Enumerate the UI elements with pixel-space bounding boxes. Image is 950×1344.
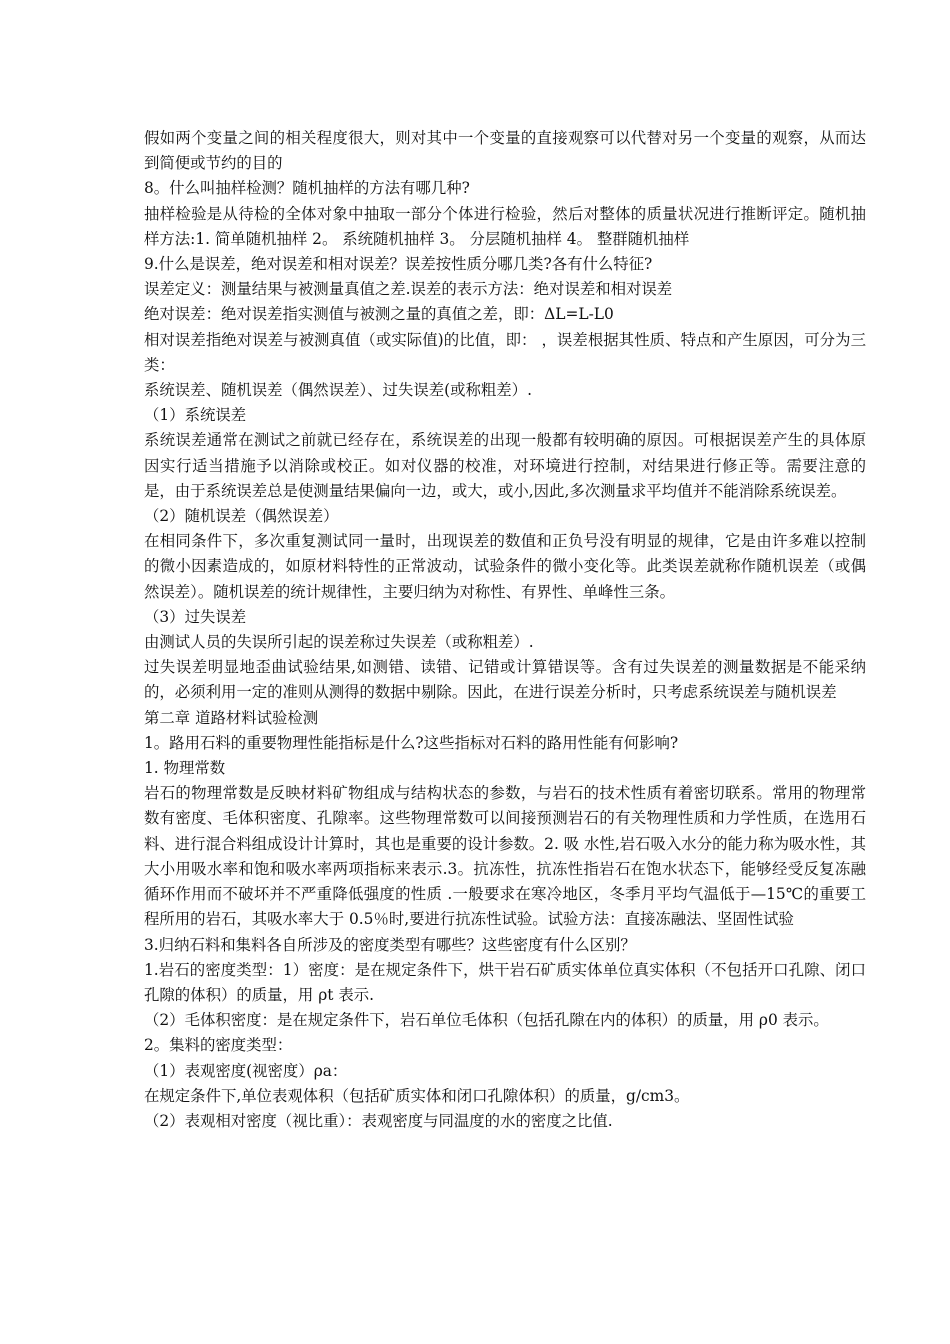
subheading-systematic-error: （1）系统误差 (144, 406, 247, 425)
paragraph-relative-error: 相对误差指绝对误差与被测真值（或实际值)的比值，即： ，误差根据其性质、特点和产生原因，可分为三类： (144, 330, 866, 374)
paragraph-sampling: 抽样检验是从待检的全体对象中抽取一部分个体进行检验，然后对整体的质量状况进行推断评定。随机抽样方法:1. 简单随机抽样 2。 系统随机抽样 3。 分层随机抽样 4。 整群随机抽样 (144, 204, 866, 248)
paragraph-systematic-error: 系统误差通常在测试之前就已经存在，系统误差的出现一般都有较明确的原因。可根据误差产生的具体原因实行适当措施予以消除或校正。如对仪器的校准，对环境进行控制，对结果进行修正等。需要注意的是，由于系统误差总是使测量结果偏向一边，或大，或小,因此,多次测量求平均值并不能消除系统误差。 (144, 431, 866, 500)
subheading-random-error: （2）随机误差（偶然误差） (144, 507, 339, 526)
question-3-heading: 3.归纳石料和集料各自所涉及的密度类型有哪些？这些密度有什么区别？ (144, 935, 636, 954)
question-1-heading: 1。路用石料的重要物理性能指标是什么?这些指标对石料的路用性能有何影响? (144, 733, 679, 752)
paragraph-absolute-error: 绝对误差：绝对误差指实测值与被测之量的真值之差，即：ΔL=L-L0 (144, 305, 614, 324)
subheading-gross-error: （3）过失误差 (144, 607, 247, 626)
subheading-physical-constants: 1. 物理常数 (144, 759, 226, 778)
document-body (144, 126, 866, 1134)
paragraph-bulk-density: （2）毛体积密度：是在规定条件下，岩石单位毛体积（包括孔隙在内的体积）的质量，用 ρ0 表示。 (144, 1011, 829, 1030)
paragraph-rock-density: 1.岩石的密度类型：1）密度：是在规定条件下，烘干岩石矿质实体单位真实体积（不包括开口孔隙、闭口孔隙的体积）的质量，用 ρt 表示. (144, 960, 866, 1004)
chapter-2-title: 第二章 道路材料试验检测 (144, 708, 319, 727)
paragraph-random-error: 在相同条件下，多次重复测试同一量时，出现误差的数值和正负号没有明显的规律，它是由许多难以控制的微小因素造成的，如原材料特性的正常波动，试验条件的微小变化等。此类误差就称作随机误差（或偶然误差）。随机误差的统计规律性，主要归纳为对称性、有界性、单峰性三条。 (144, 532, 866, 601)
paragraph-error-types: 系统误差、随机误差（偶然误差）、过失误差(或称粗差）. (144, 381, 532, 400)
paragraph-gross-error-detail: 过失误差明显地歪曲试验结果,如测错、读错、记错或计算错误等。含有过失误差的测量数据是不能采纳的，必须利用一定的准则从测得的数据中剔除。因此，在进行误差分析时，只考虑系统误差与随机误差 (144, 658, 866, 702)
question-8-heading: 8。什么叫抽样检测？随机抽样的方法有哪几种? (144, 179, 470, 198)
paragraph-apparent-relative-density: （2）表观相对密度（视比重）：表观密度与同温度的水的密度之比值. (144, 1111, 613, 1130)
subheading-apparent-density: （1）表观密度(视密度）ρa： (144, 1061, 348, 1080)
subheading-aggregate-density: 2。集料的密度类型： (144, 1036, 293, 1055)
paragraph-correlation: 假如两个变量之间的相关程度很大，则对其中一个变量的直接观察可以代替对另一个变量的观察，从而达到简便或节约的目的 (144, 129, 866, 173)
paragraph-gross-error-definition: 由测试人员的失误所引起的误差称过失误差（或称粗差）. (144, 633, 534, 652)
paragraph-physical-constants: 岩石的物理常数是反映材料矿物组成与结构状态的参数，与岩石的技术性质有着密切联系。常用的物理常数有密度、毛体积密度、孔隙率。这些物理常数可以间接预测岩石的有关物理性质和力学性质，在选用石料、进行混合料组成设计计算时，其也是重要的设计参数。2. 吸 水性,岩石吸入水分的能力称为吸水性，其大小用吸水率和饱和吸水率两项指标来表示.3。抗冻性，抗冻性指岩石在饱水状态下，能够经受反复冻融循环作用而不破坏并不严重降低强度的性质 .一般要求在寒冷地区，冬季月平均气温低于—15℃的重要工程所用的岩石，其吸水率大于 0.5％时,要进行抗冻性试验。试验方法：直接冻融法、坚固性试验 (144, 784, 866, 929)
question-9-heading: 9.什么是误差，绝对误差和相对误差？误差按性质分哪几类?各有什么特征? (144, 255, 653, 274)
paragraph-error-definition: 误差定义：测量结果与被测量真值之差.误差的表示方法：绝对误差和相对误差 (144, 280, 673, 299)
paragraph-apparent-density: 在规定条件下,单位表观体积（包括矿质实体和闭口孔隙体积）的质量，g/cm3。 (144, 1086, 690, 1105)
